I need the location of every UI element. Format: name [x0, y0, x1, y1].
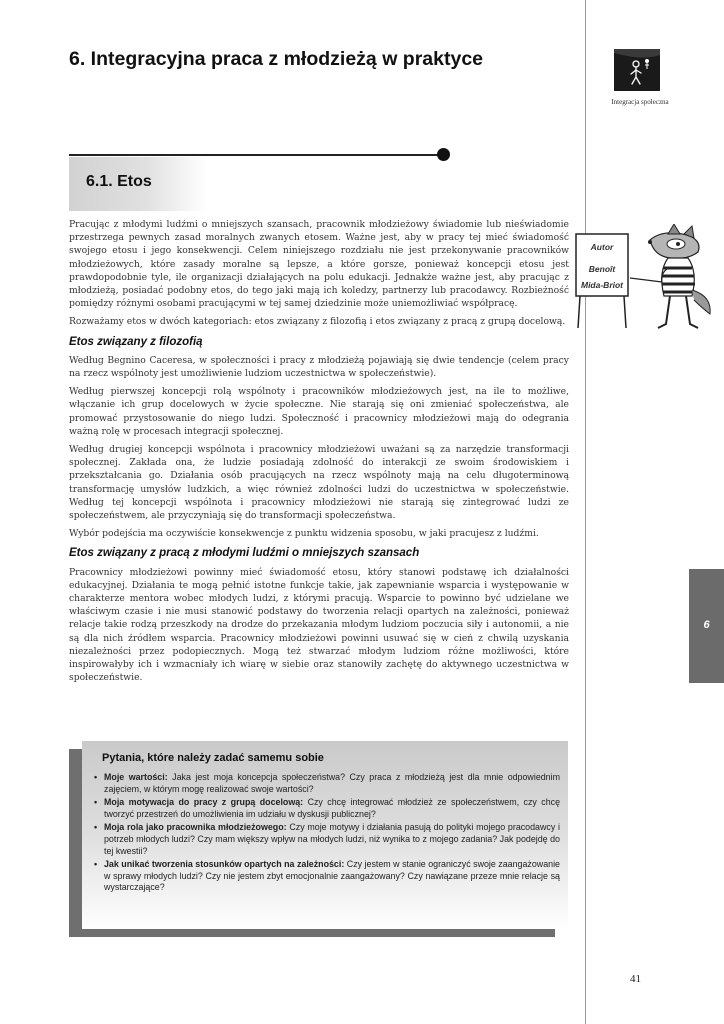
- section-title: 6.1. Etos: [86, 173, 152, 190]
- section-rule: [69, 154, 441, 156]
- author-first-name: Benoît: [588, 264, 616, 274]
- question-heading: Jak unikać tworzenia stosunków opartych na zależności:: [104, 859, 345, 870]
- intro-paragraph: Pracując z młodymi ludźmi o mniejszych szansach, pracownik młodzieżowy świadomie lub nieświadomie przestrzega pewnych zasad moralnych zwanych etosem. Ważne jest, aby w pracy tej mieć świadomość swojego etosu i jego konsekwencji. Celem niniejszego rozdziału nie jest przekonywanie pracowników młodzieżowych, które zasady moralne są lepsze, a które gorsze, ponieważ koncepcji etosu jest prawdopodobnie tyle, ile organizacji działających na polu edukacji. Jednakże ważne jest, aby pracując z młodzieżą, posiadać podobny etos, do tego jaki mają ich koledzy, partnerzy lub pracodawcy. Rozbieżność pomiędzy różnymi osobami pracującymi w tej samej dziedzinie może uniemożliwiać współpracę.: [69, 219, 569, 310]
- bullet: •: [94, 822, 98, 833]
- margin-divider: [585, 0, 586, 1024]
- questions-box-title: Pytania, które należy zadać samemu sobie: [102, 752, 324, 764]
- question-heading: Moje wartości:: [104, 772, 168, 782]
- chapter-tab: [689, 569, 724, 683]
- bullet: •: [94, 772, 98, 782]
- list-item: [94, 772, 560, 795]
- list-item: [94, 797, 560, 820]
- paragraph: Według drugiej koncepcji wspólnota i pracownicy młodzieżowi uważani są za narzędzie transformacji społecznej. Zakłada ona, że ludzie posiadają zdolność do interakcji ze swoim środowiskiem i przekształcania go. Działania osób pracujących na rzecz wspólnoty mają na celu długoterminową transformację umysłów ludzkich, a więc również zdolności ludzi do uczestnictwa w społeczeństwie. Według tej koncepcji wspólnota i pracownicy młodzieżowi nie starają się zintegrować ludzi ze społeczeństwem, ale przyczyniają się do transformacji społeczeństwa.: [69, 444, 569, 522]
- paragraph: Wybór podejścia ma oczywiście konsekwencje z punktu widzenia sposobu, w jaki pracujesz z ludźmi.: [69, 528, 539, 540]
- question-heading: Moja rola jako pracownika młodzieżowego:: [104, 822, 287, 833]
- list-item: [94, 859, 560, 894]
- author-label: Autor: [590, 242, 614, 252]
- questions-list: [94, 772, 560, 896]
- paragraph: Według pierwszej koncepcji rolą wspólnoty i pracowników młodzieżowych jest, na ile to możliwe, włączanie ich grup docelowych w życie społeczne. Nie starają się oni zmieniać społeczeństwa, ale promować przystosowanie do niego ludzi. Społeczność i pracownicy młodzieżowi mają do odegrania ważną rolę w procesach integracji społecznej.: [69, 386, 569, 437]
- bullet: •: [94, 797, 98, 808]
- bullet: •: [94, 859, 98, 870]
- intro-paragraph: Rozważamy etos w dwóch kategoriach: etos związany z filozofią i etos związany z pracą z grupą docelową.: [69, 316, 566, 328]
- page-number: 41: [630, 973, 641, 985]
- fox-author-illustration: [572, 224, 716, 332]
- question-text: Jaka jest moja koncepcja społeczeństwa? Czy praca z młodzieżą jest dla mnie odpowiednim zajęciem, w którym mogę realizować swoje wartości?: [104, 772, 560, 794]
- question-text: Czy jestem w stanie ograniczyć swoje zaangażowanie w sprawy młodych ludzi? Czy nie jestem zbyt emocjonalnie zaangażowany? Czy nawiązane przeze mnie relacje są wystarczające?: [104, 859, 560, 893]
- subsection-title: Etos związany z filozofią: [69, 335, 203, 348]
- questions-box: [82, 741, 568, 929]
- list-item: [94, 822, 560, 857]
- main-text: [69, 218, 569, 690]
- paragraph: Pracownicy młodzieżowi powinny mieć świadomość etosu, który stanowi podstawę ich działalności edukacyjnej. Działania te mogą pełnić istotne funkcje takie, jak zapewnianie wsparcia i występowanie w charakterze mentora wobec młodych ludzi, z którymi pracują. Wsparcie to powinno być udzielane we właściwym czasie i nie musi stanowić podstawy do tworzenia relacji opartych na zależności, ponieważ relacje takie rodzą przeszkody na drodze do przekazania młodym ludziom poczucia siły i autonomii, a nie są dla nich źródłem wsparcia. Pracownicy młodzieżowi powinni usuwać się w cień z chwilą uzyskania niezależności przez podopiecznych. Mogą też stwarzać młodym ludziom różne możliwości, które inspirowałyby ich i wzmacniały ich wiarę w siebie oraz stanowiły zachętę do aktywnego uczestnictwa w społeczeństwie.: [69, 566, 569, 684]
- sidebar-caption: Integracja społeczna: [611, 98, 669, 106]
- section-rule-dot: [437, 148, 450, 161]
- chapter-tab-label: 6: [703, 619, 710, 631]
- question-text: Czy chcę integrować młodzież ze społeczeństwem, czy chcę tworzyć przestrzeń do umożliwienia im udziału w dyskusji publicznej?: [104, 797, 561, 819]
- question-text: Czy moje motywy i działania pasują do polityki mojego pracodawcy i potrzeb młodych ludzi? Czy mam większy wpływ na młodych ludzi, niż wynika to z mojego zadania? Jak podejdę do tej kwestii?: [104, 822, 560, 856]
- author-last-name: Mida-Briot: [580, 280, 624, 290]
- page-title: 6. Integracyjna praca z młodzieżą w praktyce: [69, 48, 484, 70]
- subsection-title: Etos związany z pracą z młodymi ludźmi o mniejszych szansach: [69, 547, 420, 560]
- question-heading: Moja motywacja do pracy z grupą docelową:: [104, 797, 304, 808]
- person-with-figure-icon: [614, 49, 660, 91]
- paragraph: Według Begnino Caceresa, w społeczności i pracy z młodzieżą pojawiają się dwie tendencje (celem pracy na rzecz wspólnoty jest umożliwienie ludziom uczestnictwa w społeczeństwie).: [69, 354, 569, 380]
